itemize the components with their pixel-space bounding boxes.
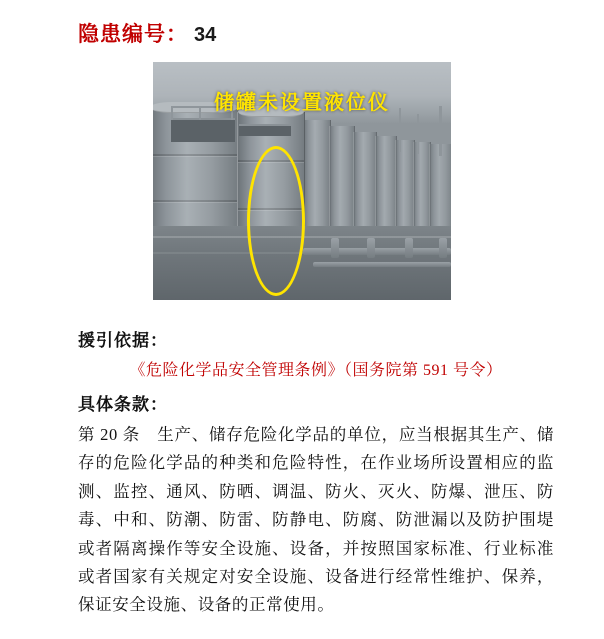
- basis-title: 援引依据：: [78, 331, 168, 350]
- vertical-pipe: [405, 238, 413, 258]
- clause-title: 具体条款：: [78, 395, 168, 414]
- yellow-ellipse-highlight-icon: [247, 146, 305, 296]
- tank-weld-band: [153, 154, 238, 156]
- vertical-pipe: [367, 238, 375, 258]
- regulation-citation: 《危险化学品安全管理条例》（国务院第 591 号令）: [129, 362, 503, 379]
- photo-caption: 储罐未设置液位仪: [214, 92, 390, 114]
- hazard-number-header: [0, 0, 604, 48]
- hazard-photo: [153, 62, 451, 300]
- distillation-column: [417, 114, 419, 154]
- horizontal-pipe: [313, 262, 451, 267]
- tank-top-platform: [171, 118, 235, 142]
- photo-scene: [153, 62, 451, 300]
- clause-text: 第 20 条 生产、储存危险化学品的单位，应当根据其生产、储存的危险化学品的种类和危险特性，在作业场所设置相应的监测、监控、通风、防晒、调温、防火、灭火、防爆、泄压、防毒、中和、防潮、防雷、防静电、防腐、防泄漏以及防护围堤或者隔离操作等安全设施、设备，并按照国家标准、行业标准或者国家有关规定对安全设施、设备进行经常性维护、保养，保证安全设施、设备的正常使用。: [78, 425, 554, 615]
- vertical-pipe: [331, 238, 339, 258]
- horizontal-pipe: [303, 248, 451, 255]
- document-body: [0, 300, 604, 620]
- hazard-number-value: 34: [194, 24, 217, 46]
- tank-top-platform: [239, 124, 291, 136]
- tank-weld-band: [153, 200, 238, 202]
- vertical-pipe: [439, 238, 447, 258]
- hazard-number-label: 隐患编号：: [78, 23, 188, 46]
